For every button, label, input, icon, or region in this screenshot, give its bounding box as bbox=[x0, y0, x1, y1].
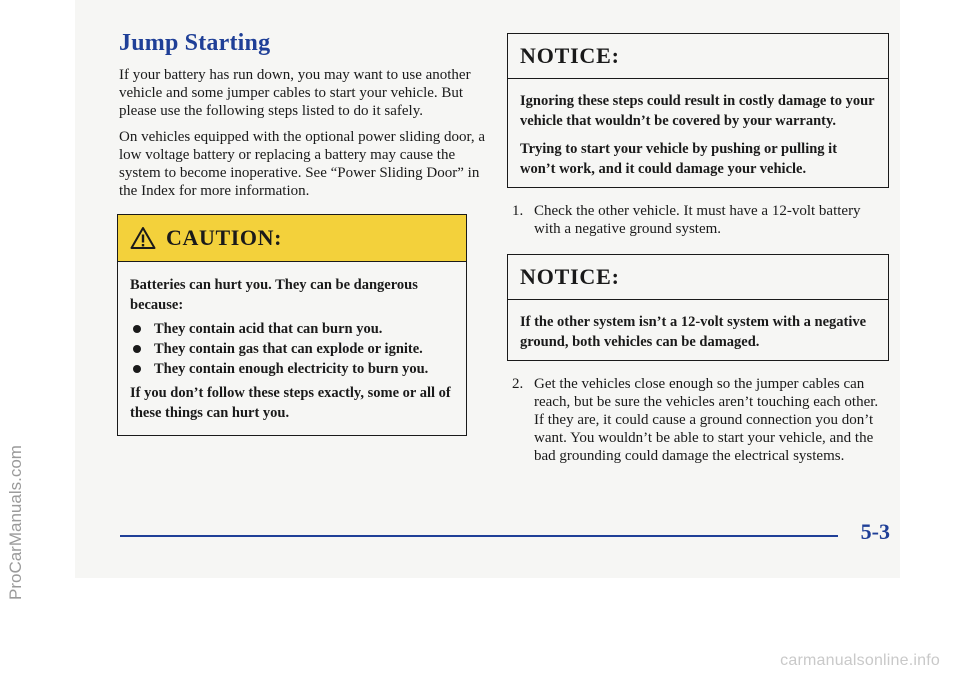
notice-header: NOTICE: bbox=[508, 34, 888, 79]
side-watermark bbox=[2, 40, 28, 640]
section-title: Jump Starting bbox=[119, 30, 271, 56]
caution-label: CAUTION: bbox=[166, 225, 283, 250]
notice-body bbox=[508, 300, 888, 360]
caution-bullet bbox=[130, 339, 454, 359]
intro-paragraph: If your battery has run down, you may want to use another vehicle and some jumper cables to start your vehicle. But please use the following steps listed to do it safely. bbox=[119, 67, 471, 119]
bullet-dot bbox=[133, 345, 141, 353]
page-number: 5-3 bbox=[860, 519, 890, 544]
site-footer: carmanualsonline.info bbox=[780, 652, 940, 669]
caution-bullet-text: They contain gas that can explode or ignite. bbox=[154, 341, 423, 357]
watermark-text: ProCarManuals.com bbox=[6, 445, 25, 600]
warning-triangle-icon bbox=[130, 226, 156, 250]
notice-paragraph: Ignoring these steps could result in costly damage to your vehicle that wouldn’t be covered by your warranty. bbox=[520, 93, 875, 129]
notice-header: NOTICE: bbox=[508, 255, 888, 300]
side-watermark-graphic bbox=[2, 40, 28, 640]
caution-bullet-text: They contain enough electricity to burn you. bbox=[154, 361, 429, 377]
caution-bullet bbox=[130, 319, 454, 339]
notice-box bbox=[507, 254, 889, 361]
caution-bullet-list bbox=[130, 319, 454, 379]
notice-paragraph: If the other system isn’t a 12-volt system with a negative ground, both vehicles can be damaged. bbox=[520, 314, 867, 350]
power-door-paragraph: On vehicles equipped with the optional power sliding door, a low voltage battery or replacing a battery may cause the system to become inoperative. See “Power Sliding Door” in the Index for more information. bbox=[119, 129, 485, 199]
footer-rule bbox=[120, 535, 838, 537]
step-number: 2. bbox=[512, 376, 524, 392]
bullet-dot bbox=[133, 365, 141, 373]
notice-body bbox=[508, 79, 888, 187]
caution-body bbox=[118, 262, 466, 435]
step-text: Check the other vehicle. It must have a 12-volt battery with a negative ground system. bbox=[534, 203, 861, 237]
step-1 bbox=[512, 202, 889, 238]
step-number: 1. bbox=[512, 203, 524, 219]
caution-bullet bbox=[130, 359, 454, 379]
left-column bbox=[117, 30, 487, 436]
bullet-dot bbox=[133, 325, 141, 333]
notice-box bbox=[507, 33, 889, 188]
notice-paragraph: Trying to start your vehicle by pushing or pulling it won’t work, and it could damage your vehicle. bbox=[520, 141, 838, 177]
caution-intro: Batteries can hurt you. They can be dangerous because: bbox=[130, 277, 418, 313]
right-column bbox=[507, 30, 889, 465]
caution-header bbox=[118, 215, 466, 262]
caution-box bbox=[117, 214, 467, 436]
caution-closing: If you don’t follow these steps exactly, some or all of these things can hurt you. bbox=[130, 385, 451, 421]
step-text: Get the vehicles close enough so the jumper cables can reach, but be sure the vehicles aren’t touching each other. If they are, it could cause a ground connection you don’t want. You wouldn’t be able to start your vehicle, and the bad grounding could damage the electrical systems. bbox=[534, 376, 879, 464]
caution-bullet-text: They contain acid that can burn you. bbox=[154, 321, 383, 337]
step-2 bbox=[512, 375, 889, 465]
